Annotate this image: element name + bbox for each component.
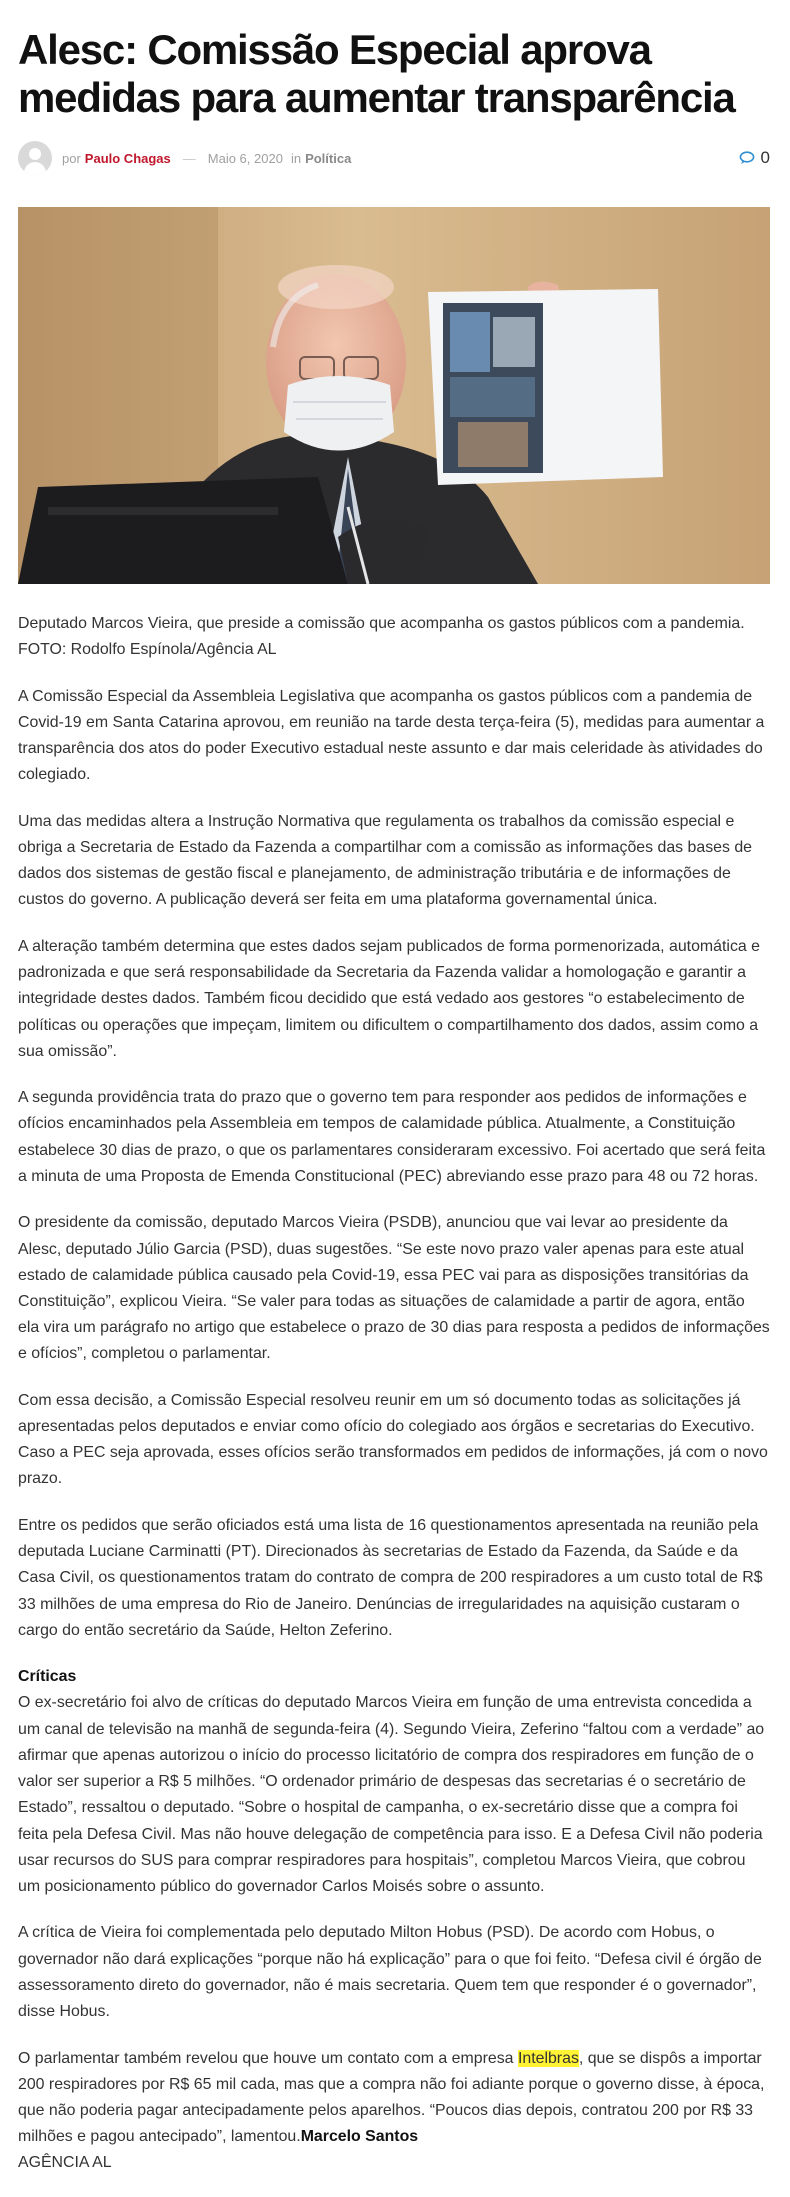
article-headline: Alesc: Comissão Especial aprova medidas para aumentar transparência [18,26,735,121]
featured-photo [18,207,770,584]
final-paragraph [18,2046,770,2177]
article-body [18,611,770,2197]
paragraph-text: , que se dispôs a importar 200 respiradores por R$ 65 mil cada, mas que a compra não foi adiante porque o governo disse, à época, que não poderia pagar antecipadamente pelos aparelhos. “Poucos dias depois, contratou 200 por R$ 33 milhões e pagou antecipado”, lamentou. [18,2049,765,2146]
paragraph: A segunda providência trata do prazo que o governo tem para responder aos pedidos de informações e ofícios encaminhados pela Assembleia em tempos de calamidade pública. Atualmente, a Constituição estabelece 30 dias de prazo, o que os parlamentares consideraram excessivo. Foi acertado que será feita a minuta de uma Proposta de Emenda Constitucional (PEC) abreviando esse prazo para 48 ou 72 horas. [18,1089,766,1185]
criticas-section [18,1664,770,1900]
meta-separator: — [182,150,196,166]
section-heading: Críticas [18,1668,77,1686]
category-link[interactable]: Política [305,150,352,166]
comments-link[interactable] [739,148,770,168]
by-label: por [62,150,81,166]
paragraph: Uma das medidas altera a Instrução Normativa que regulamenta os trabalhos da comissão especial e obriga a Secretaria de Estado da Fazenda a compartilhar com a comissão as informações das bases de dados dos sistemas de gestão fiscal e planejamento, de administração tributária e de informações de custos do governo. A publicação deverá ser feita em uma plataforma governamental única. [18,812,753,909]
paragraph-text: O parlamentar também revelou que houve um contato com a empresa [18,2049,518,2067]
paragraph: A alteração também determina que estes dados sejam publicados de forma pormenorizada, automática e padronizada e que será responsabilidade da Secretaria da Fazenda validar a homologação e garantir a integridade destes dados. Também ficou decidido que está vedado aos gestores “o estabelecimento de políticas ou operações que impeçam, limitem ou dificultem o compartilhamento dos dados, assim como a sua omissão”. [18,937,760,1060]
user-avatar-icon[interactable] [18,141,52,175]
paragraph: Com essa decisão, a Comissão Especial resolveu reunir em um só documento todas as solicitações já apresentadas pelos deputados e enviar como ofício do colegiado aos órgãos e secretarias do Executivo. Caso a PEC seja aprovada, esses ofícios serão transformados em pedidos de informações, já com o novo prazo. [18,1391,768,1488]
article-meta [18,140,770,176]
paragraph: A Comissão Especial da Assembleia Legislativa que acompanha os gastos públicos com a pandemia de Covid-19 em Santa Catarina aprovou, em reunião na tarde desta terça-feira (5), medidas para aumentar a transparência dos atos do poder Executivo estadual neste assunto e dar mais celeridade às atividades do colegiado. [18,687,765,784]
paragraph: O ex-secretário foi alvo de críticas do deputado Marcos Vieira em função de uma entrevista concedida a um canal de televisão na manhã de segunda-feira (4). Segundo Vieira, Zeferino “faltou com a verdade” ao afirmar que apenas autorizou o início do processo licitatório de compra dos respiradores em função de o valor ser superior a R$ 5 milhões. “O ordenador primário de despesas das secretarias é o secretário de Estado”, ressaltou o deputado. “Sobre o hospital de campanha, o ex-secretário disse que a compra foi feita pela Defesa Civil. Mas não houve delegação de competência para isso. E a Defesa Civil não poderia usar recursos do SUS para comprar respiradores para hospitais”, completou Marcos Vieira, que cobrou um posicionamento público do governador Carlos Moisés sobre o assunto. [18,1694,765,1895]
paragraph: A crítica de Vieira foi complementada pelo deputado Milton Hobus (PSD). De acordo com Hobus, o governador não dará explicações “porque não há explicação” para o que foi feito. “Defesa civil é órgão de assessoramento direto do governador, não é mais secretaria. Quem tem que responder é o governador”, disse Hobus. [18,1924,762,2021]
author-link[interactable]: Paulo Chagas [84,150,171,166]
author-signature: Marcelo Santos [300,2128,419,2146]
paragraph: O presidente da comissão, deputado Marcos Vieira (PSDB), anunciou que vai levar ao presidente da Alesc, deputado Júlio Garcia (PSD), duas sugestões. “Se este novo prazo valer apenas para este atual estado de calamidade pública causado pela Covid-19, essa PEC vai para as disposições transitórias da Constituição”, explicou Vieira. “Se valer para todas as situações de calamidade a partir de agora, então ela vira um parágrafo no artigo que estabelece o prazo de 30 dias para resposta a pedidos de informações e ofícios”, completou o parlamentar. [18,1214,770,1363]
publish-date: Maio 6, 2020 [207,150,283,166]
paragraph: Entre os pedidos que serão oficiados está uma lista de 16 questionamentos apresentada na reunião pela deputada Luciane Carminatti (PT). Direcionados às secretarias de Estado da Fazenda, da Saúde e da Casa Civil, os questionamentos tratam do contrato de compra de 200 respiradores a um custo total de R$ 33 milhões de uma empresa do Rio de Janeiro. Denúncias de irregularidades na aquisição custaram o cargo do então secretário da Saúde, Helton Zeferino. [18,1516,763,1639]
highlighted-term: Intelbras [517,2049,579,2067]
comment-count: 0 [760,148,770,167]
photo-caption: Deputado Marcos Vieira, que preside a comissão que acompanha os gastos públicos com a pandemia. FOTO: Rodolfo Espínola/Agência AL [18,615,745,659]
in-label: in [290,150,302,166]
comment-bubble-icon [739,151,755,165]
agency-signature: AGÊNCIA AL [18,2154,112,2172]
